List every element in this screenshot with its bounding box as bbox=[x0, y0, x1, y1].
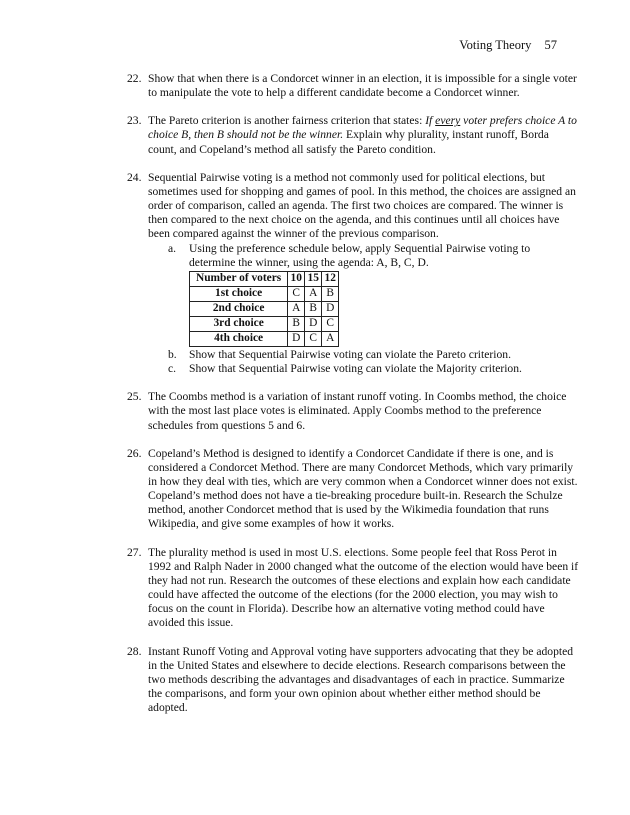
part-letter: b. bbox=[168, 347, 177, 361]
exercise-28 bbox=[127, 645, 579, 716]
choice-cell: A bbox=[288, 301, 305, 316]
exercise-text: The Coombs method is a variation of instant runoff voting. In Coombs method, the choice with the most last place votes is eliminated. Apply Coombs method to the preference schedules from questions 5 and 6. bbox=[148, 390, 567, 432]
table-row bbox=[190, 301, 339, 316]
table-row bbox=[190, 331, 339, 346]
exercise-number: 23. bbox=[127, 114, 142, 128]
exercise-text: Show that when there is a Condorcet winner in an election, it is impossible for a single voter to manipulate the vote to help a different candidate become a Condorcet winner. bbox=[148, 72, 577, 100]
exercise-text: The plurality method is used in most U.S. elections. Some people feel that Ross Perot in 1992 and Ralph Nader in 2000 changed what the outcome of the election would have been if they had not run. Research the outcomes of these elections and explain how each candidate could have affected the outcome of the elections (for the 2000 election, you may wish to focus on the count in Florida). Describe how an alternative voting method could have avoided this issue. bbox=[148, 545, 579, 630]
exercise-text: Instant Runoff Voting and Approval voting have supporters advocating that they be adopted in the United States and elsewhere to decide elections. Research comparisons between the two methods describing the advantages and disadvantages of each in practice. Summarize the comparisons, and form your own opinion about whether either method should be adopted. bbox=[148, 644, 574, 715]
exercise-number: 28. bbox=[127, 644, 142, 658]
row-label-cell: 3rd choice bbox=[190, 316, 288, 331]
pareto-statement-end: voter prefers choice A to choice B, then B should not be the winner. bbox=[148, 114, 577, 142]
exercise-27 bbox=[127, 546, 579, 631]
exercise-part-c bbox=[168, 362, 579, 376]
exercise-list bbox=[127, 72, 579, 729]
exercise-text bbox=[148, 114, 579, 156]
page-number: 57 bbox=[544, 38, 557, 52]
pareto-statement-emphasis: every bbox=[435, 114, 461, 128]
choice-cell: D bbox=[288, 331, 305, 346]
row-label-cell: 2nd choice bbox=[190, 301, 288, 316]
part-text: Using the preference schedule below, apply Sequential Pairwise voting to determine the winner, using the agenda: A, B, C, D. bbox=[189, 241, 531, 269]
exercise-text-task: Explain why plurality, instant runoff, Borda count, and Copeland’s method all satisfy the Pareto condition. bbox=[148, 128, 549, 156]
choice-cell: C bbox=[322, 316, 339, 331]
exercise-number: 24. bbox=[127, 170, 142, 184]
exercise-number: 22. bbox=[127, 72, 142, 85]
part-letter: a. bbox=[168, 241, 177, 255]
part-text: Show that Sequential Pairwise voting can violate the Majority criterion. bbox=[189, 362, 522, 376]
part-letter: c. bbox=[168, 362, 177, 376]
exercise-part-b bbox=[168, 348, 579, 362]
exercise-23 bbox=[127, 114, 579, 156]
exercise-number: 26. bbox=[127, 446, 142, 460]
choice-cell: B bbox=[305, 301, 322, 316]
exercise-part-a bbox=[168, 242, 579, 347]
header-label-cell: Number of voters bbox=[190, 271, 288, 286]
choice-cell: A bbox=[322, 331, 339, 346]
choice-cell: B bbox=[322, 286, 339, 301]
choice-cell: B bbox=[288, 316, 305, 331]
exercise-text: Copeland’s Method is designed to identify a Condorcet Candidate if there is one, and is considered a Condorcet Method. There are many Condorcet Methods, which vary primarily in how they deal with ties, which are very common when a Condorcet winner does not exist. Copeland’s method does not have a tie-breaking procedure built-in. Research the Schulze method, another Condorcet method that is used by the Wikimedia foundation that runs Wikipedia, and give some examples of how it works. bbox=[148, 446, 578, 531]
exercise-24 bbox=[127, 171, 579, 376]
row-label-cell: 1st choice bbox=[190, 286, 288, 301]
row-label-cell: 4th choice bbox=[190, 331, 288, 346]
exercise-number: 25. bbox=[127, 390, 142, 404]
header-title: Voting Theory bbox=[459, 38, 532, 52]
table-header-row bbox=[190, 271, 339, 286]
choice-cell: D bbox=[322, 301, 339, 316]
part-text: Show that Sequential Pairwise voting can violate the Pareto criterion. bbox=[189, 347, 511, 361]
voter-count-cell: 12 bbox=[322, 271, 339, 286]
table-row bbox=[190, 286, 339, 301]
voter-count-cell: 10 bbox=[288, 271, 305, 286]
exercise-text-intro: The Pareto criterion is another fairness criterion that states: bbox=[148, 114, 426, 128]
choice-cell: C bbox=[305, 331, 322, 346]
exercise-25 bbox=[127, 390, 579, 432]
page-header bbox=[459, 38, 557, 53]
choice-cell: A bbox=[305, 286, 322, 301]
exercise-22 bbox=[127, 72, 579, 100]
choice-cell: C bbox=[288, 286, 305, 301]
preference-schedule-table bbox=[189, 271, 339, 347]
exercise-text: Sequential Pairwise voting is a method not commonly used for political elections, but sometimes used for shopping and games of pool. In this method, the choices are assigned an order of comparison, called an agenda. The first two choices are compared. The winner is then compared to the next choice on the agenda, and this continues until all choices have been compared against the winner of the previous comparison. bbox=[148, 170, 576, 241]
pareto-statement-start: If bbox=[425, 114, 436, 128]
voter-count-cell: 15 bbox=[305, 271, 322, 286]
exercise-number: 27. bbox=[127, 545, 142, 559]
choice-cell: D bbox=[305, 316, 322, 331]
table-row bbox=[190, 316, 339, 331]
exercise-26 bbox=[127, 447, 579, 532]
